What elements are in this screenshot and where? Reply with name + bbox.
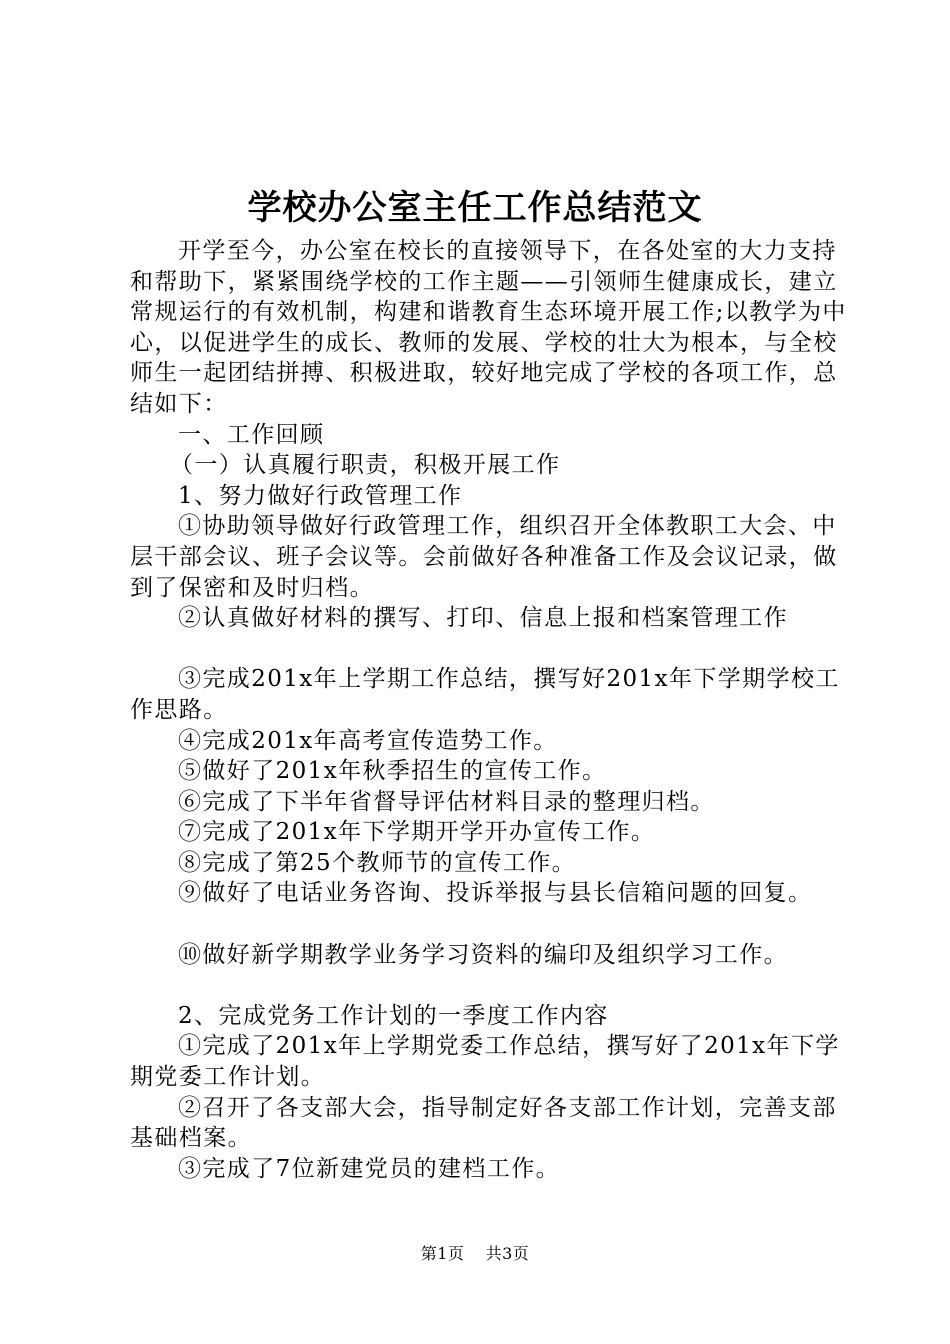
list-item: ⑩做好新学期教学业务学习资料的编印及组织学习工作。 xyxy=(178,941,788,968)
document-title: 学校办公室主任工作总结范文 xyxy=(247,188,703,228)
list-item: ⑦完成了201x年下学期开学开办宣传工作。 xyxy=(178,819,656,846)
list-item: ③完成201x年上学期工作总结，撰写好201x年下学期学校工作思路。 xyxy=(130,666,840,723)
page-number: 第1页 xyxy=(420,1244,465,1263)
item-heading-admin: 1、努力做好行政管理工作 xyxy=(178,482,463,509)
document-body xyxy=(130,236,850,1184)
page-total: 共3页 xyxy=(485,1244,530,1263)
subsection-heading-duties: （一）认真履行职责，积极开展工作 xyxy=(170,452,561,479)
item-heading-party: 2、完成党务工作计划的一季度工作内容 xyxy=(178,1002,609,1029)
blank-line xyxy=(130,970,850,1001)
list-item: ②认真做好材料的撰写、打印、信息上报和档案管理工作 xyxy=(178,605,788,632)
blank-line xyxy=(130,909,850,940)
list-item: ④完成201x年高考宣传造势工作。 xyxy=(178,727,558,754)
list-item: ⑧完成了第25个教师节的宣传工作。 xyxy=(178,849,577,876)
list-item: ⑨做好了电话业务咨询、投诉举报与县长信箱问题的回复。 xyxy=(178,880,813,907)
paragraph-intro: 开学至今，办公室在校长的直接领导下，在各处室的大力支持和帮助下，紧紧围绕学校的工作主题——引领师生健康成长，建立常规运行的有效机制，构建和谐教育生态环境开展工作;以教学为中心，以促进学生的成长、教师的发展、学校的壮大为根本，与全校师生一起团结拼搏、积极进取，较好地完成了学校的各项工作，总结如下： xyxy=(130,238,847,417)
page-footer xyxy=(0,1243,950,1265)
section-heading-review: 一、工作回顾 xyxy=(178,421,325,448)
list-item: ①完成了201x年上学期党委工作总结，撰写好了201x年下学期党委工作计划。 xyxy=(130,1033,840,1091)
list-item: ①协助领导做好行政管理工作，组织召开全体教职工大会、中层干部会议、班子会议等。会前做好各种准备工作及会议记录，做到了保密和及时归档。 xyxy=(130,513,838,601)
list-item: ②召开了各支部大会，指导制定好各支部工作计划，完善支部基础档案。 xyxy=(130,1094,837,1152)
list-item: ③完成了7位新建党员的建档工作。 xyxy=(178,1155,561,1182)
list-item: ⑥完成了下半年省督导评估材料目录的整理归档。 xyxy=(178,788,715,815)
list-item: ⑤做好了201x年秋季招生的宣传工作。 xyxy=(178,758,607,785)
blank-line xyxy=(130,634,850,665)
